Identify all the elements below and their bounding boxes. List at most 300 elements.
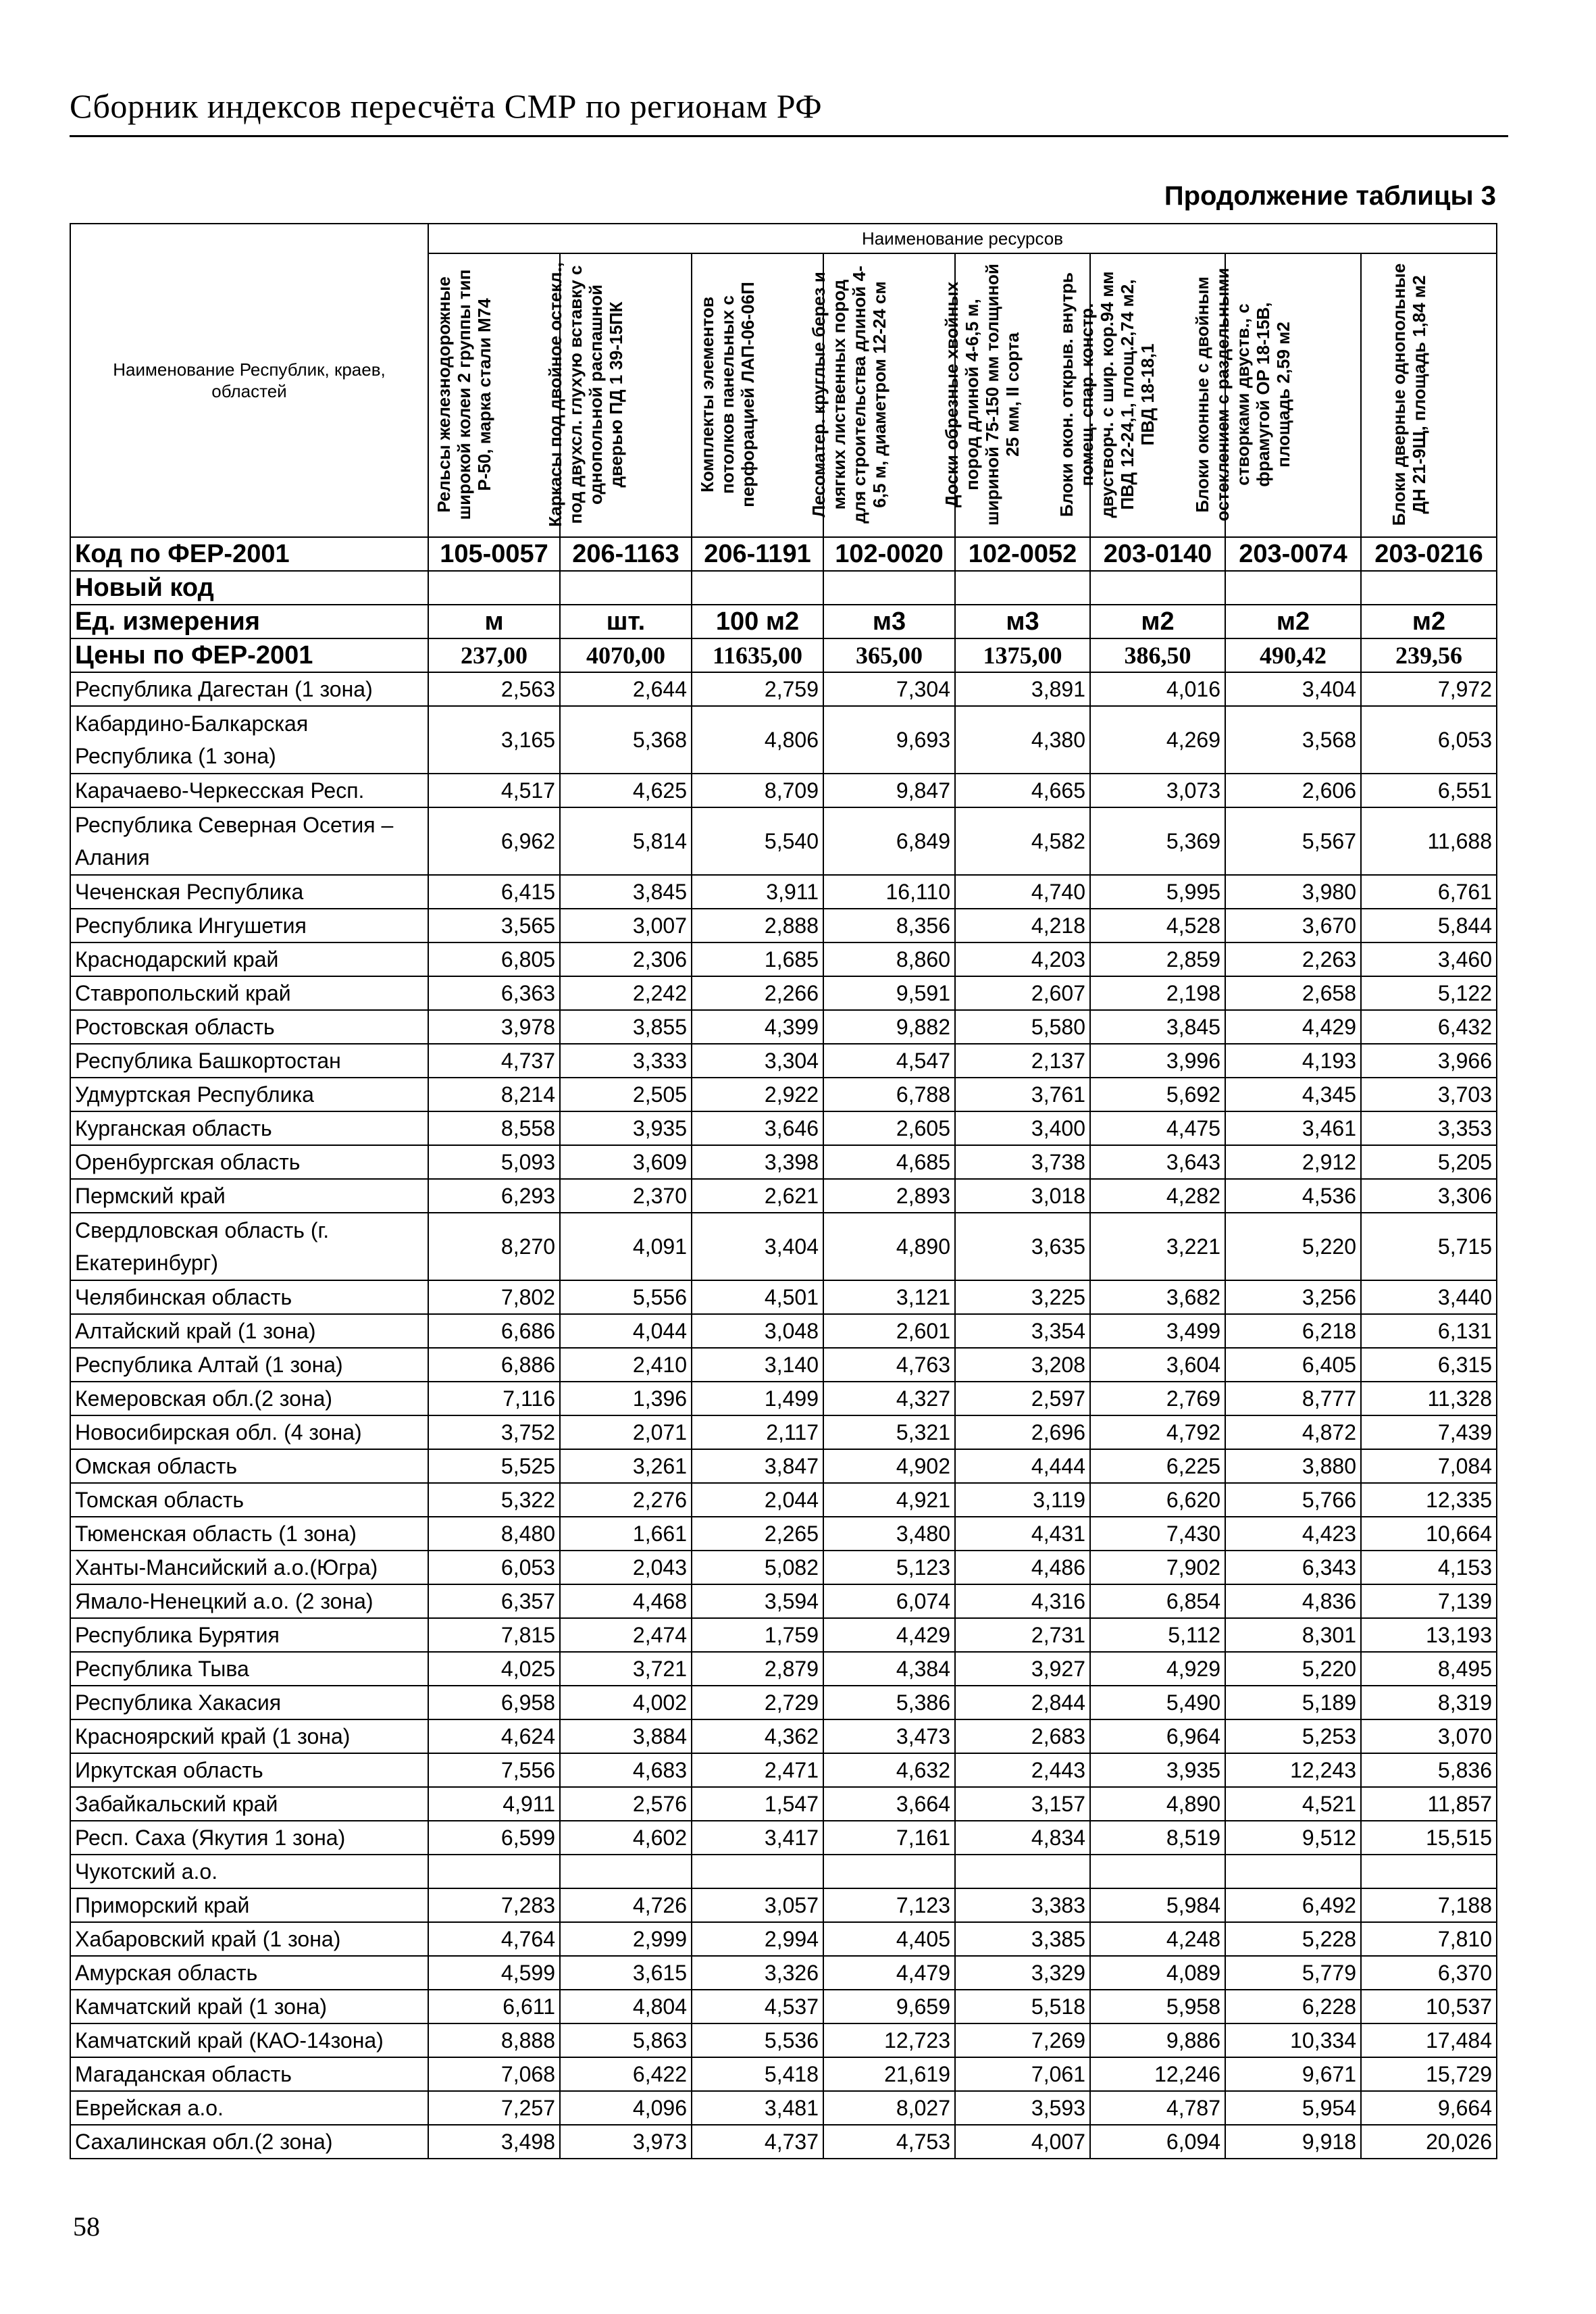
index-value: 6,370	[1361, 1956, 1497, 1990]
resource-name-header	[428, 253, 560, 537]
index-value: 4,665	[955, 774, 1090, 807]
index-value: 4,091	[560, 1213, 692, 1280]
index-value: 4,002	[560, 1686, 692, 1719]
index-value: 3,385	[955, 1922, 1090, 1956]
index-value: 3,845	[560, 875, 692, 909]
index-value: 2,606	[1225, 774, 1361, 807]
index-value: 7,068	[428, 2057, 560, 2091]
index-value: 3,480	[823, 1517, 955, 1551]
index-value: 12,723	[823, 2023, 955, 2057]
index-value: 3,935	[560, 1111, 692, 1145]
index-value: 7,902	[1090, 1551, 1225, 1584]
index-value: 3,643	[1090, 1145, 1225, 1179]
region-name: Свердловская область (г. Екатеринбург)	[70, 1213, 428, 1280]
index-value: 5,321	[823, 1415, 955, 1449]
index-value: 2,410	[560, 1348, 692, 1382]
index-value: 5,779	[1225, 1956, 1361, 1990]
index-value: 4,872	[1225, 1415, 1361, 1449]
index-value: 4,536	[1225, 1179, 1361, 1213]
index-value: 7,161	[823, 1821, 955, 1855]
index-value: 2,137	[955, 1044, 1090, 1078]
resource-name-label: Рельсы железнодорожные широкой колеи 2 группы тип Р-50, марка стали М74	[433, 269, 494, 520]
index-value: 6,849	[823, 807, 955, 875]
index-value: 4,911	[428, 1787, 560, 1821]
index-value: 9,882	[823, 1010, 955, 1044]
index-value: 2,999	[560, 1922, 692, 1956]
index-value: 5,556	[560, 1280, 692, 1314]
code-row-value: 203-0074	[1225, 537, 1361, 571]
table-row	[70, 1348, 1497, 1382]
code-row-value: 102-0020	[823, 537, 955, 571]
index-value: 2,683	[955, 1719, 1090, 1753]
index-value: 2,601	[823, 1314, 955, 1348]
index-value: 3,568	[1225, 706, 1361, 774]
index-value: 8,860	[823, 942, 955, 976]
table-row	[70, 1483, 1497, 1517]
index-value: 7,304	[823, 672, 955, 706]
index-value: 5,123	[823, 1551, 955, 1584]
index-value: 3,007	[560, 909, 692, 942]
table-row	[70, 1922, 1497, 1956]
index-value: 3,973	[560, 2125, 692, 2159]
index-value: 5,995	[1090, 875, 1225, 909]
index-value: 4,501	[692, 1280, 823, 1314]
index-value: 10,537	[1361, 1990, 1497, 2023]
index-value: 4,737	[692, 2125, 823, 2159]
index-value	[1090, 1855, 1225, 1888]
index-value: 4,486	[955, 1551, 1090, 1584]
region-name: Тюменская область (1 зона)	[70, 1517, 428, 1551]
index-value: 4,479	[823, 1956, 955, 1990]
index-value: 5,567	[1225, 807, 1361, 875]
index-value: 2,621	[692, 1179, 823, 1213]
index-value: 6,958	[428, 1686, 560, 1719]
document-header	[70, 81, 1508, 137]
code-row-value: 206-1163	[560, 537, 692, 571]
new-code-row-value	[428, 571, 560, 605]
index-value: 2,576	[560, 1787, 692, 1821]
index-value: 6,074	[823, 1584, 955, 1618]
resource-name-header	[692, 253, 823, 537]
index-value: 2,474	[560, 1618, 692, 1652]
index-value: 3,460	[1361, 942, 1497, 976]
index-value: 13,193	[1361, 1618, 1497, 1652]
unit-row-value: м3	[955, 605, 1090, 638]
new-code-row-value	[692, 571, 823, 605]
index-value: 4,683	[560, 1753, 692, 1787]
index-value: 2,759	[692, 672, 823, 706]
index-value: 5,122	[1361, 976, 1497, 1010]
table-row	[70, 1145, 1497, 1179]
index-value: 6,761	[1361, 875, 1497, 909]
index-value: 3,978	[428, 1010, 560, 1044]
region-name: Удмуртская Республика	[70, 1078, 428, 1111]
region-name: Кабардино-Балкарская Республика (1 зона)	[70, 706, 428, 774]
index-value: 6,225	[1090, 1449, 1225, 1483]
index-value: 4,007	[955, 2125, 1090, 2159]
table-header	[70, 224, 1497, 537]
index-value: 4,282	[1090, 1179, 1225, 1213]
index-value: 3,057	[692, 1888, 823, 1922]
index-value: 3,256	[1225, 1280, 1361, 1314]
index-value: 4,517	[428, 774, 560, 807]
index-value: 4,806	[692, 706, 823, 774]
region-name: Чеченская Республика	[70, 875, 428, 909]
index-value: 3,165	[428, 706, 560, 774]
index-value: 3,721	[560, 1652, 692, 1686]
index-value: 6,886	[428, 1348, 560, 1382]
index-value: 6,611	[428, 1990, 560, 2023]
index-value: 6,343	[1225, 1551, 1361, 1584]
index-value: 6,432	[1361, 1010, 1497, 1044]
price-row-value: 386,50	[1090, 638, 1225, 672]
index-value: 5,692	[1090, 1078, 1225, 1111]
index-value: 11,328	[1361, 1382, 1497, 1415]
index-value: 1,661	[560, 1517, 692, 1551]
region-name: Сахалинская обл.(2 зона)	[70, 2125, 428, 2159]
table-row	[70, 2091, 1497, 2125]
index-value: 3,884	[560, 1719, 692, 1753]
index-value: 4,836	[1225, 1584, 1361, 1618]
index-value	[823, 1855, 955, 1888]
index-value: 2,043	[560, 1551, 692, 1584]
index-value: 5,844	[1361, 909, 1497, 942]
index-value: 6,415	[428, 875, 560, 909]
index-value: 4,269	[1090, 706, 1225, 774]
index-value: 6,053	[428, 1551, 560, 1584]
index-value: 15,729	[1361, 2057, 1497, 2091]
index-value: 7,430	[1090, 1517, 1225, 1551]
resource-index-table	[70, 223, 1497, 2159]
index-value: 5,580	[955, 1010, 1090, 1044]
index-value: 3,354	[955, 1314, 1090, 1348]
index-value: 5,228	[1225, 1922, 1361, 1956]
region-name: Приморский край	[70, 1888, 428, 1922]
index-value: 5,093	[428, 1145, 560, 1179]
region-name: Ямало-Ненецкий а.о. (2 зона)	[70, 1584, 428, 1618]
index-value: 9,591	[823, 976, 955, 1010]
resources-group-header: Наименование ресурсов	[428, 224, 1497, 253]
table-row	[70, 1888, 1497, 1922]
index-value: 7,139	[1361, 1584, 1497, 1618]
index-value: 6,131	[1361, 1314, 1497, 1348]
index-value: 8,270	[428, 1213, 560, 1280]
index-value: 5,540	[692, 807, 823, 875]
index-value: 3,440	[1361, 1280, 1497, 1314]
table-row	[70, 1990, 1497, 2023]
index-value: 3,845	[1090, 1010, 1225, 1044]
table-row	[70, 1010, 1497, 1044]
index-value: 6,551	[1361, 774, 1497, 807]
region-name: Карачаево-Черкесская Респ.	[70, 774, 428, 807]
index-value: 3,752	[428, 1415, 560, 1449]
index-value: 6,620	[1090, 1483, 1225, 1517]
index-value: 3,329	[955, 1956, 1090, 1990]
unit-row-value: м3	[823, 605, 955, 638]
index-value: 11,688	[1361, 807, 1497, 875]
index-value: 6,357	[428, 1584, 560, 1618]
index-value: 7,269	[955, 2023, 1090, 2057]
price-row-value: 490,42	[1225, 638, 1361, 672]
index-value: 2,731	[955, 1618, 1090, 1652]
table-row	[70, 976, 1497, 1010]
region-name: Респ. Саха (Якутия 1 зона)	[70, 1821, 428, 1855]
index-value: 5,863	[560, 2023, 692, 2057]
index-value: 4,602	[560, 1821, 692, 1855]
index-value: 6,962	[428, 807, 560, 875]
index-value: 12,243	[1225, 1753, 1361, 1787]
index-value: 2,505	[560, 1078, 692, 1111]
resource-name-label: Доски обрезные хвойных пород длиной 4-6,5 м, шириной 75-150 мм толщиной 25 мм, II сорта	[942, 263, 1023, 526]
index-value: 5,766	[1225, 1483, 1361, 1517]
table-row	[70, 1314, 1497, 1348]
index-value: 2,844	[955, 1686, 1090, 1719]
index-value: 7,084	[1361, 1449, 1497, 1483]
page-number: 58	[73, 2211, 100, 2242]
index-value: 3,682	[1090, 1280, 1225, 1314]
index-value: 3,670	[1225, 909, 1361, 942]
table-row	[70, 1686, 1497, 1719]
index-value: 4,763	[823, 1348, 955, 1382]
index-value: 5,386	[823, 1686, 955, 1719]
index-value: 3,048	[692, 1314, 823, 1348]
table-row	[70, 1044, 1497, 1078]
index-value: 2,696	[955, 1415, 1090, 1449]
index-value: 5,220	[1225, 1652, 1361, 1686]
index-value: 3,911	[692, 875, 823, 909]
index-value: 2,658	[1225, 976, 1361, 1010]
unit-row-value: м2	[1090, 605, 1225, 638]
region-name: Забайкальский край	[70, 1787, 428, 1821]
index-value: 7,815	[428, 1618, 560, 1652]
region-name: Магаданская область	[70, 2057, 428, 2091]
index-value: 5,082	[692, 1551, 823, 1584]
index-value: 6,805	[428, 942, 560, 976]
region-name: Курганская область	[70, 1111, 428, 1145]
table-row	[70, 1787, 1497, 1821]
index-value: 8,709	[692, 774, 823, 807]
index-value: 2,893	[823, 1179, 955, 1213]
table-row	[70, 942, 1497, 976]
index-value: 3,018	[955, 1179, 1090, 1213]
index-value: 7,972	[1361, 672, 1497, 706]
index-value: 4,764	[428, 1922, 560, 1956]
index-value: 2,370	[560, 1179, 692, 1213]
index-value: 5,189	[1225, 1686, 1361, 1719]
region-column-header: Наименование Республик, краев, областей	[70, 224, 428, 537]
index-value: 4,203	[955, 942, 1090, 976]
index-value: 4,345	[1225, 1078, 1361, 1111]
index-value: 4,521	[1225, 1787, 1361, 1821]
resource-name-label: Блоки дверные однопольные ДН 21-9Щ, площадь 1,84 м2	[1388, 263, 1429, 526]
index-value: 4,929	[1090, 1652, 1225, 1686]
index-value: 12,246	[1090, 2057, 1225, 2091]
table-row	[70, 1719, 1497, 1753]
resource-name-label: Лесоматер. круглые берез и мягких лиственных пород для строительства длиной 4-6,5 м, диаметром 12-24 см	[808, 266, 890, 524]
index-value: 4,475	[1090, 1111, 1225, 1145]
index-value: 9,886	[1090, 2023, 1225, 2057]
index-value: 3,703	[1361, 1078, 1497, 1111]
index-value: 10,334	[1225, 2023, 1361, 2057]
index-value: 21,619	[823, 2057, 955, 2091]
region-name: Оренбургская область	[70, 1145, 428, 1179]
index-value: 2,729	[692, 1686, 823, 1719]
index-value: 4,089	[1090, 1956, 1225, 1990]
index-value: 6,964	[1090, 1719, 1225, 1753]
table-row	[70, 1855, 1497, 1888]
table-row	[70, 1078, 1497, 1111]
region-name: Амурская область	[70, 1956, 428, 1990]
index-value: 12,335	[1361, 1483, 1497, 1517]
new-code-row-value	[1361, 571, 1497, 605]
table-row	[70, 2023, 1497, 2057]
index-value: 4,431	[955, 1517, 1090, 1551]
index-value: 2,994	[692, 1922, 823, 1956]
index-value: 4,044	[560, 1314, 692, 1348]
table-row	[70, 2125, 1497, 2159]
index-value: 6,405	[1225, 1348, 1361, 1382]
resource-name-header	[808, 253, 955, 537]
index-value: 4,218	[955, 909, 1090, 942]
index-value: 2,443	[955, 1753, 1090, 1787]
region-name: Республика Тыва	[70, 1652, 428, 1686]
code-row-value: 203-0216	[1361, 537, 1497, 571]
index-value: 4,834	[955, 1821, 1090, 1855]
table-row	[70, 1618, 1497, 1652]
region-name: Республика Северная Осетия – Алания	[70, 807, 428, 875]
index-value: 5,253	[1225, 1719, 1361, 1753]
index-value: 3,157	[955, 1787, 1090, 1821]
region-name: Красноярский край (1 зона)	[70, 1719, 428, 1753]
index-value: 8,214	[428, 1078, 560, 1111]
index-value: 4,787	[1090, 2091, 1225, 2125]
index-value: 3,609	[560, 1145, 692, 1179]
document-title: Сборник индексов пересчёта СМР по регионам РФ	[70, 87, 823, 125]
region-name: Республика Бурятия	[70, 1618, 428, 1652]
index-value: 3,847	[692, 1449, 823, 1483]
index-value: 16,110	[823, 875, 955, 909]
index-value: 3,996	[1090, 1044, 1225, 1078]
index-value: 4,528	[1090, 909, 1225, 942]
index-value: 3,140	[692, 1348, 823, 1382]
index-value: 3,404	[692, 1213, 823, 1280]
region-name: Челябинская область	[70, 1280, 428, 1314]
index-value: 4,405	[823, 1922, 955, 1956]
index-value: 7,188	[1361, 1888, 1497, 1922]
table-row	[70, 774, 1497, 807]
index-value: 3,761	[955, 1078, 1090, 1111]
index-value	[1225, 1855, 1361, 1888]
index-value: 2,071	[560, 1415, 692, 1449]
code-row-value: 206-1191	[692, 537, 823, 571]
index-value: 2,198	[1090, 976, 1225, 1010]
index-value: 3,594	[692, 1584, 823, 1618]
index-value: 3,927	[955, 1652, 1090, 1686]
table-body	[70, 537, 1497, 2159]
region-name: Республика Башкортостан	[70, 1044, 428, 1078]
index-value: 5,954	[1225, 2091, 1361, 2125]
index-value: 4,096	[560, 2091, 692, 2125]
table-continuation-caption: Продолжение таблицы 3	[1164, 181, 1496, 211]
index-value: 5,368	[560, 706, 692, 774]
index-value: 1,759	[692, 1618, 823, 1652]
index-value: 5,112	[1090, 1618, 1225, 1652]
index-value: 2,769	[1090, 1382, 1225, 1415]
index-value: 2,044	[692, 1483, 823, 1517]
index-value: 3,935	[1090, 1753, 1225, 1787]
index-value: 5,536	[692, 2023, 823, 2057]
index-value: 5,518	[955, 1990, 1090, 2023]
resource-name-header	[1191, 253, 1361, 537]
index-value: 3,565	[428, 909, 560, 942]
index-value: 3,481	[692, 2091, 823, 2125]
unit-row-value: м2	[1361, 605, 1497, 638]
price-row-value: 365,00	[823, 638, 955, 672]
index-value: 3,261	[560, 1449, 692, 1483]
table-row	[70, 1179, 1497, 1213]
table-row	[70, 672, 1497, 706]
index-value: 3,400	[955, 1111, 1090, 1145]
index-value: 7,061	[955, 2057, 1090, 2091]
index-value: 5,220	[1225, 1213, 1361, 1280]
table-row	[70, 2057, 1497, 2091]
index-value: 8,480	[428, 1517, 560, 1551]
index-value: 2,859	[1090, 942, 1225, 976]
index-value: 3,635	[955, 1213, 1090, 1280]
index-value: 4,582	[955, 807, 1090, 875]
price-row	[70, 638, 1497, 672]
index-value: 3,073	[1090, 774, 1225, 807]
index-value: 4,632	[823, 1753, 955, 1787]
table-row	[70, 1753, 1497, 1787]
index-value: 9,847	[823, 774, 955, 807]
index-value: 9,918	[1225, 2125, 1361, 2159]
index-value: 3,880	[1225, 1449, 1361, 1483]
index-value: 4,362	[692, 1719, 823, 1753]
index-value: 3,461	[1225, 1111, 1361, 1145]
index-value: 4,537	[692, 1990, 823, 2023]
index-value: 2,607	[955, 976, 1090, 1010]
index-value: 2,471	[692, 1753, 823, 1787]
region-name: Кемеровская обл.(2 зона)	[70, 1382, 428, 1415]
table-row	[70, 875, 1497, 909]
index-value: 3,208	[955, 1348, 1090, 1382]
index-value: 2,242	[560, 976, 692, 1010]
table-row	[70, 1213, 1497, 1280]
table-row	[70, 1382, 1497, 1415]
index-value: 5,836	[1361, 1753, 1497, 1787]
index-value: 10,664	[1361, 1517, 1497, 1551]
region-name: Алтайский край (1 зона)	[70, 1314, 428, 1348]
index-value: 6,686	[428, 1314, 560, 1348]
resource-name-label: Комплекты элементов потолков панельных с перфорацией ЛАП-06-06П	[696, 282, 758, 507]
index-value: 7,123	[823, 1888, 955, 1922]
unit-row	[70, 605, 1497, 638]
index-value: 6,788	[823, 1078, 955, 1111]
table-row	[70, 1584, 1497, 1618]
index-value: 2,922	[692, 1078, 823, 1111]
region-name: Республика Хакасия	[70, 1686, 428, 1719]
index-value: 4,921	[823, 1483, 955, 1517]
index-value: 4,429	[823, 1618, 955, 1652]
index-value: 4,384	[823, 1652, 955, 1686]
unit-row-label: Ед. измерения	[70, 605, 428, 638]
new-code-row-value	[823, 571, 955, 605]
resource-name-label: Каркасы под двойное остекл., под двухсл. глухую вставку с однопольной распашной дверью ПД 1 39-15ПК	[544, 262, 626, 527]
table-row	[70, 1415, 1497, 1449]
region-name: Ханты-Мансийский а.о.(Югра)	[70, 1551, 428, 1584]
region-name: Камчатский край (КАО-14зона)	[70, 2023, 428, 2057]
